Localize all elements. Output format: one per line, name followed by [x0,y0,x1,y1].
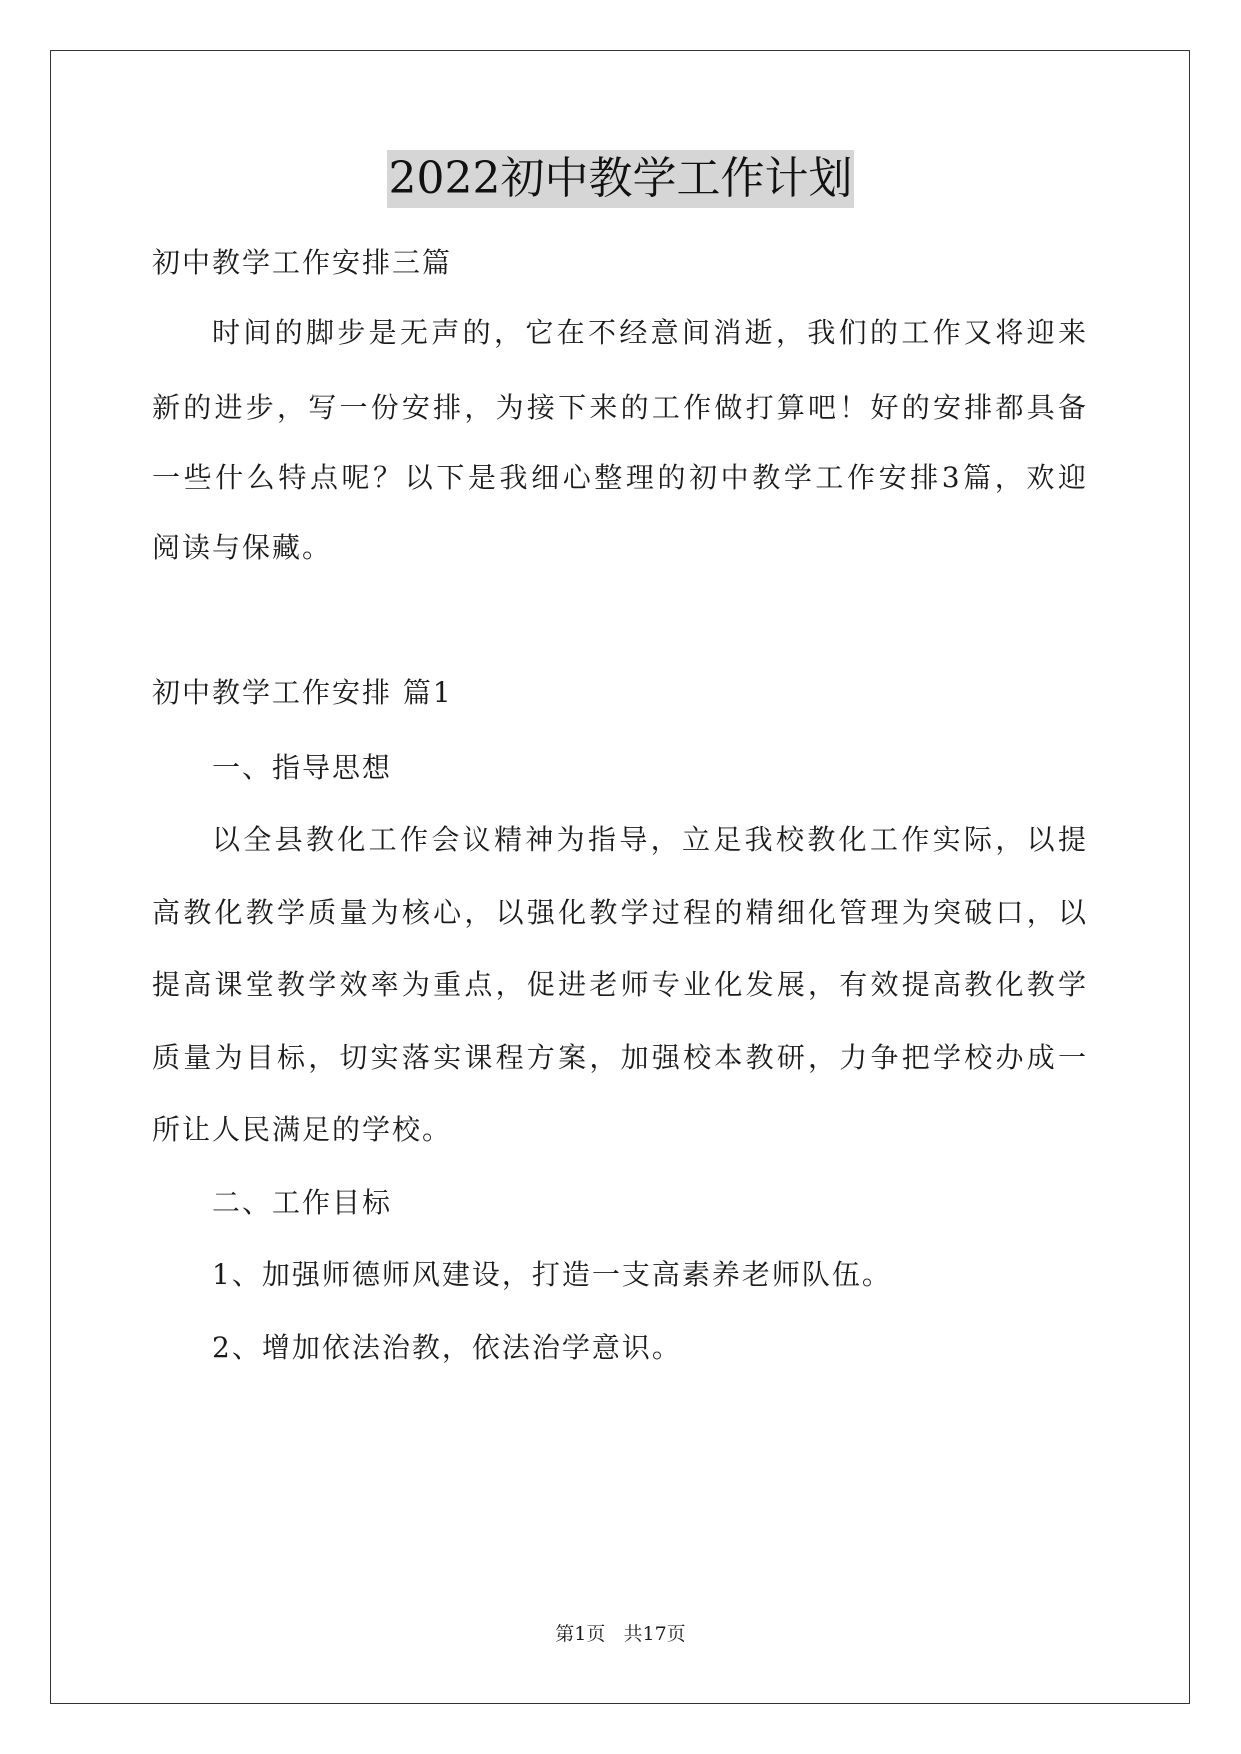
section-heading: 初中教学工作安排 篇1 [152,676,453,709]
guiding-line-3: 提高课堂教学效率为重点，促进老师专业化发展，有效提高教化教学 [152,968,1087,1001]
heading-work-goals: 二、工作目标 [212,1186,393,1219]
intro-line-1: 时间的脚步是无声的，它在不经意间消逝，我们的工作又将迎来 [212,316,1087,349]
intro-line-4: 阅读与保藏。 [152,531,333,564]
title-container [0,150,1241,208]
page-footer: 第1页 共17页 [555,1623,686,1645]
guiding-line-4: 质量为目标，切实落实课程方案，加强校本教研，力争把学校办成一 [152,1041,1087,1074]
heading-guiding-thought: 一、指导思想 [212,751,393,784]
guiding-line-2: 高教化教学质量为核心，以强化教学过程的精细化管理为突破口，以 [152,896,1087,929]
page-border [50,50,1190,1704]
document-title: 2022初中教学工作计划 [387,150,855,208]
goal-item-2: 2、增加依法治教，依法治学意识。 [212,1331,682,1364]
guiding-line-1: 以全县教化工作会议精神为指导，立足我校教化工作实际，以提 [212,823,1087,856]
intro-line-2: 新的进步，写一份安排，为接下来的工作做打算吧！好的安排都具备 [152,391,1087,424]
goal-item-1: 1、加强师德师风建设，打造一支高素养老师队伍。 [212,1258,892,1291]
guiding-line-5: 所让人民满足的学校。 [152,1113,453,1146]
intro-line-3: 一些什么特点呢？以下是我细心整理的初中教学工作安排3篇，欢迎 [152,461,1087,494]
subtitle-line: 初中教学工作安排三篇 [152,246,453,279]
